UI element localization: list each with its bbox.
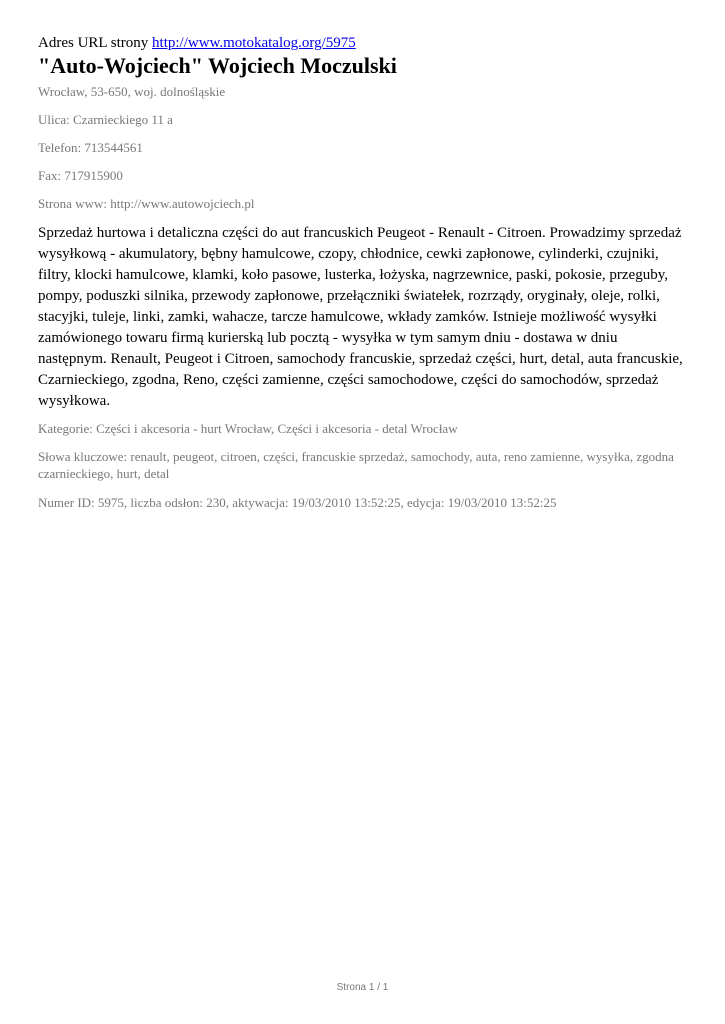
page-content	[38, 34, 688, 522]
fax-line: Fax: 717915900	[38, 168, 123, 183]
keywords-line: Słowa kluczowe: renault, peugeot, citroen, części, francuskie sprzedaż, samochody, auta, reno zamienne, wysyłka, zgodna czarnieckiego, hurt, detal	[38, 449, 674, 481]
company-title: "Auto-Wojciech" Wojciech Moczulski	[38, 53, 397, 78]
website-line: Strona www: http://www.autowojciech.pl	[38, 196, 255, 211]
url-link[interactable]: http://www.motokatalog.org/5975	[152, 35, 356, 51]
street-line: Ulica: Czarnieckiego 11 a	[38, 112, 173, 127]
phone-line: Telefon: 713544561	[38, 140, 143, 155]
url-label: Adres URL strony	[38, 35, 149, 51]
page-number: Strona 1 / 1	[336, 982, 389, 993]
company-description: Sprzedaż hurtowa i detaliczna części do aut francuskich Peugeot - Renault - Citroen. Prowadzimy sprzedaż wysyłkową - akumulatory, bębny hamulcowe, czopy, chłodnice, cewki zapłonowe, cylinderki, czujniki, filtry, klocki hamulcowe, klamki, koło pasowe, lusterka, łożyska, nagrzewnice, paski, pokosie, przeguby, pompy, poduszki silnika, przewody zapłonowe, przełączniki światełek, rozrządy, oryginały, oleje, rolki, stacyjki, tuleje, linki, zamki, wahacze, tarcze hamulcowe, wkłady zamków. Istnieje możliwość wysyłki zamówionego towaru firmą kurierską lub pocztą - wysyłka w tym samym dniu - dostawa w dniu następnym. Renault, Peugeot i Citroen, samochody francuskie, sprzedaż części, hurt, detal, auta francuskie, Czarnieckiego, zgodna, Reno, części zamienne, części samochodowe, części do samochodów, sprzedaż wysyłkowa.	[38, 225, 683, 409]
record-info-line: Numer ID: 5975, liczba odsłon: 230, aktywacja: 19/03/2010 13:52:25, edycja: 19/03/2010 13:52:25	[38, 495, 557, 510]
city-line: Wrocław, 53-650, woj. dolnośląskie	[38, 84, 226, 99]
url-line	[38, 34, 688, 53]
categories-line: Kategorie: Części i akcesoria - hurt Wrocław, Części i akcesoria - detal Wrocław	[38, 421, 458, 436]
